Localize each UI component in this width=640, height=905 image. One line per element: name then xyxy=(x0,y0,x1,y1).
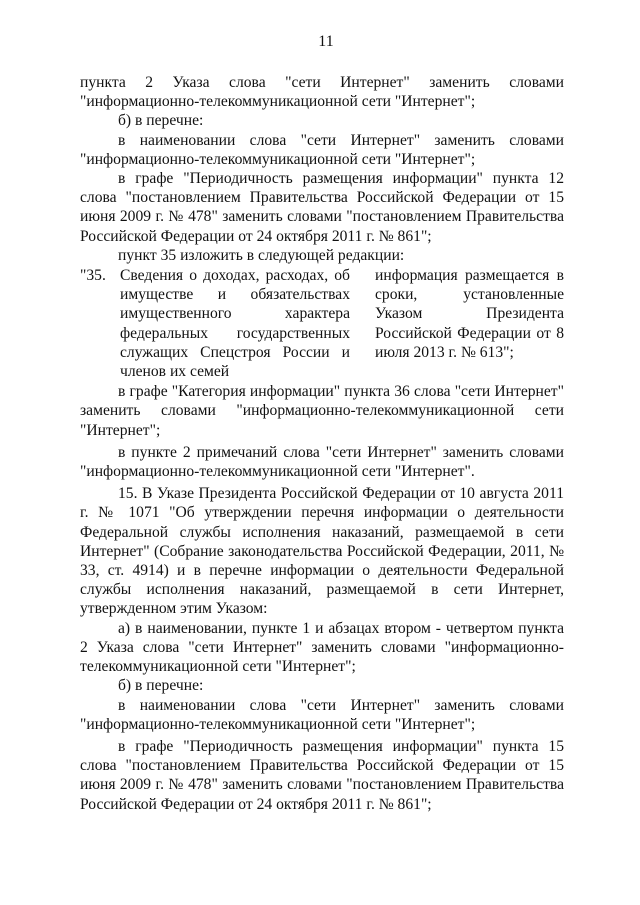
paragraph: 15. В Указе Президента Российской Федерации от 10 августа 2011 г. № 1071 "Об утверждении перечня информации о деятельности Федеральной службы исполнения наказаний, размещаемой в сети Интернет" (Собрание законодательства Российской Федерации, 2011, № 33, ст. 4914) и в перечне информации о деятельности Федеральной службы исполнения наказаний, размещаемой в сети Интернет, утвержденном этим Указом: xyxy=(80,485,564,618)
item-35-number: "35. xyxy=(80,267,106,285)
paragraph: б) в перечне: xyxy=(118,677,204,695)
paragraph: в наименовании слова "сети Интернет" заменить словами "информационно-телекоммуникационной сети "Интернет"; xyxy=(80,131,564,168)
item-35-table-row xyxy=(80,266,564,381)
paragraph: в пункте 2 примечаний слова "сети Интернет" заменить словами "информационно-телекоммуникационной сети "Интернет". xyxy=(80,443,564,481)
paragraph: пункта 2 Указа слова "сети Интернет" заменить словами "информационно-телекоммуникационной сети "Интернет"; xyxy=(80,74,564,111)
page-number: 11 xyxy=(318,33,334,50)
item-35-periodicity: информация размещается в сроки, установленные Указом Президента Российской Федерации от 8 июля 2013 г. № 613"; xyxy=(375,267,564,361)
paragraph: в графе "Периодичность размещения информации" пункта 15 слова "постановлением Правительства Российской Федерации от 15 июня 2009 г. № 478" заменить словами "постановлением Правительства Российской Федерации от 24 октября 2011 г. № 861"; xyxy=(80,737,564,813)
paragraph: пункт 35 изложить в следующей редакции: xyxy=(118,246,405,264)
paragraph: в графе "Категория информации" пункта 36 слова "сети Интернет" заменить словами "информационно-телекоммуникационной сети "Интернет"; xyxy=(80,383,564,439)
paragraph: в графе "Периодичность размещения информации" пункта 12 слова "постановлением Правительства Российской Федерации от 15 июня 2009 г. № 478" заменить словами "постановлением Правительства Российской Федерации от 24 октября 2011 г. № 861"; xyxy=(80,170,564,245)
paragraph: б) в перечне: xyxy=(118,112,204,130)
paragraph: в наименовании слова "сети Интернет" заменить словами "информационно-телекоммуникационной сети "Интернет"; xyxy=(80,696,564,733)
item-35-category: Сведения о доходах, расходах, об имуществе и обязательствах имущественного характера федеральных государственных служащих Спецстроя России и членов их семей xyxy=(120,267,350,381)
document-body xyxy=(80,73,564,814)
paragraph: а) в наименовании, пункте 1 и абзацах втором - четвертом пункта 2 Указа слова "сети Интернет" заменить словами "информационно-телекоммуникационной сети "Интернет"; xyxy=(80,619,564,676)
